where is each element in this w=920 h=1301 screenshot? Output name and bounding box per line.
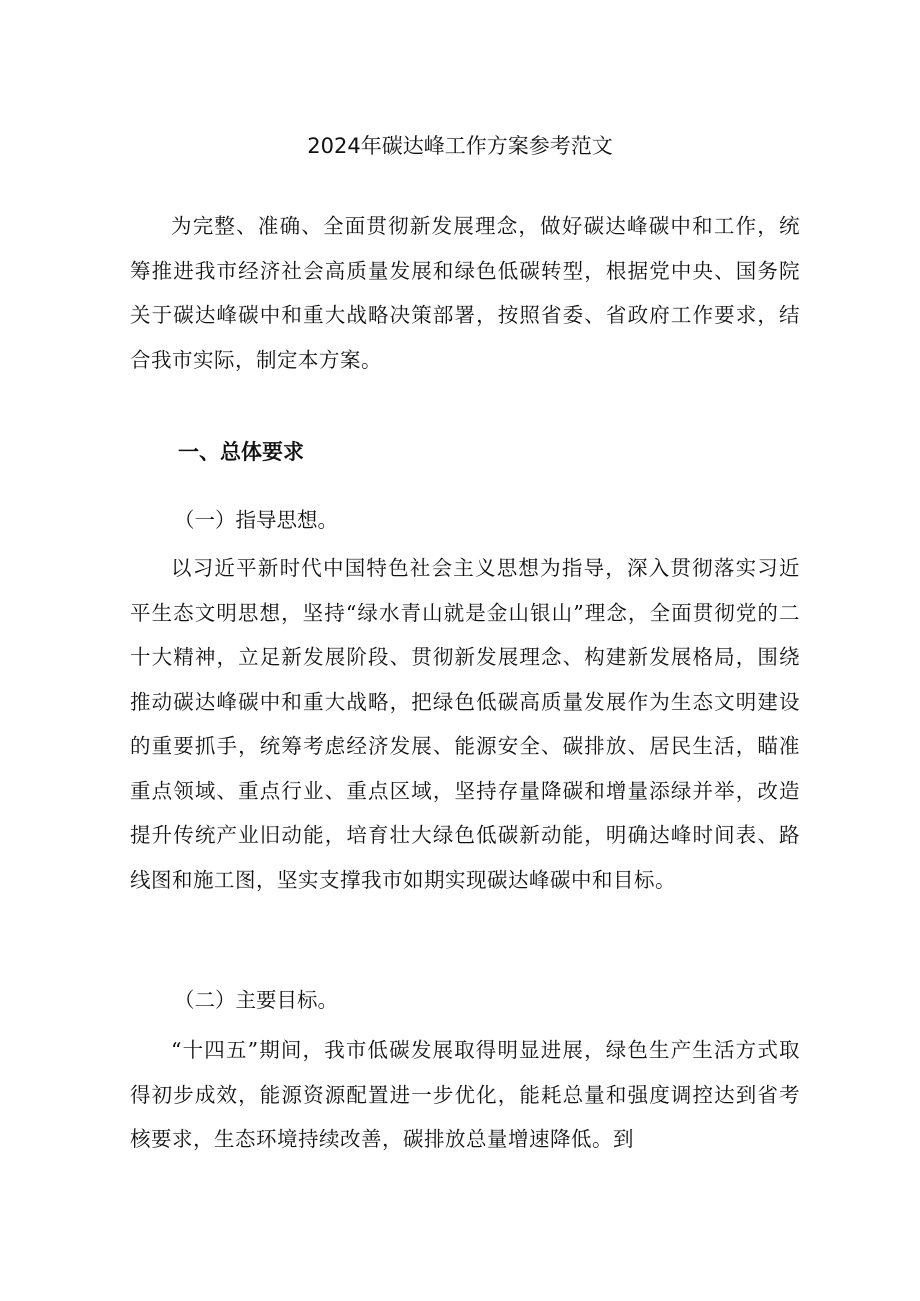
guiding-ideology-paragraph bbox=[130, 546, 800, 902]
subsection-heading-main-goals: （二）主要目标。 bbox=[174, 988, 338, 1012]
guiding-ideology-text: 以习近平新时代中国特色社会主义思想为指导，深入贯彻落实习近平生态文明思想，坚持“绿水青山就是金山银山”理念，全面贯彻党的二十大精神，立足新发展阶段、贯彻新发展理念、构建新发展格局，围绕推动碳达峰碳中和重大战略，把绿色低碳高质量发展作为生态文明建设的重要抓手，统筹考虑经济发展、能源安全、碳排放、居民生活，瞄准重点领域、重点行业、重点区域，坚持存量降碳和增量添绿并举，改造提升传统产业旧动能，培育壮大绿色低碳新动能，明确达峰时间表、路线图和施工图，坚实支撑我市如期实现碳达峰碳中和目标。 bbox=[130, 556, 800, 892]
main-goals-text: “十四五”期间，我市低碳发展取得明显进展，绿色生产生活方式取得初步成效，能源资源配置进一步优化，能耗总量和强度调控达到省考核要求，生态环境持续改善，碳排放总量增速降低。到 bbox=[130, 1038, 800, 1151]
subsection-heading-guiding-ideology: （一）指导思想。 bbox=[174, 508, 338, 532]
section-heading: 一、总体要求 bbox=[178, 440, 304, 464]
main-goals-paragraph bbox=[130, 1028, 800, 1162]
intro-text: 为完整、准确、全面贯彻新发展理念，做好碳达峰碳中和工作，统筹推进我市经济社会高质量发展和绿色低碳转型，根据党中央、国务院关于碳达峰碳中和重大战略决策部署，按照省委、省政府工作要求，结合我市实际，制定本方案。 bbox=[130, 214, 800, 372]
intro-paragraph bbox=[130, 204, 800, 382]
document-title: 2024年碳达峰工作方案参考范文 bbox=[307, 134, 613, 158]
